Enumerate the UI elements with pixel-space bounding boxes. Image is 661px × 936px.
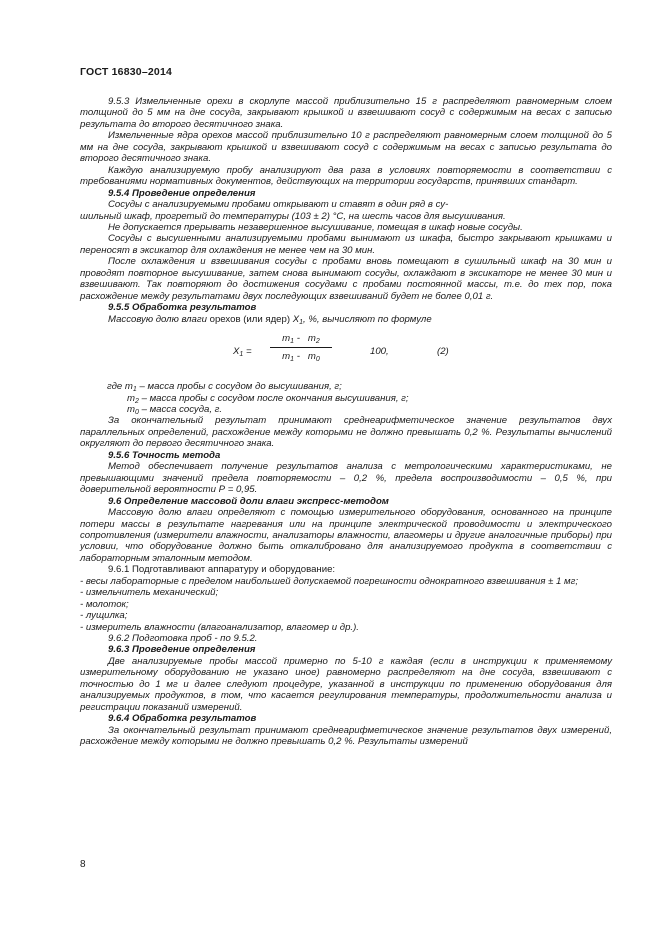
paragraph-9-5-3: 9.5.3 Измельченные орехи в скорлупе массой приблизительно 15 г распределяют равномерным слоем толщиной до 5 мм на дне сосуда, закрывают крышкой и взвешивают сосуд с содержимым на весах с записью результата до второго десятичного знака. [80, 96, 612, 130]
paragraph-express-method: Массовую долю влаги определяют с помощью измерительного оборудования, основанного на принципе потери массы в результате нагревания или на принципе электрической проводимости и электрического сопротивления (измерители влажности, анализаторы влажности, влагомеры и другие аналогичные приборы) при условии, что оборудование должно быть откалибровано для анализируемого продукта в соответствии с лабораторным эталонным методом. [80, 507, 612, 564]
list-item-scales: - весы лабораторные с пределом наибольшей допускаемой погрешности однократного взвешивания ± 1 мг; [80, 575, 579, 587]
list-item-grinder: - измельчитель механический; [80, 587, 219, 599]
variable-m0: $m_0$ – масса сосуда, г. [127, 403, 223, 416]
heading-9-5-6: 9.5.6 Точность метода [108, 449, 221, 461]
formula-numerator: $m_1 - m_2$ [282, 333, 320, 346]
list-item-hammer: - молоток; [80, 598, 129, 610]
list-item-moisture-meter: - измеритель влажности (влагоанализатор, влагомер и др.). [80, 621, 359, 633]
heading-9-5-5: 9.5.5 Обработка результатов [108, 302, 257, 314]
paragraph-oven-placement: Сосуды с анализируемыми пробами открывают и ставят в один ряд в су- [108, 199, 449, 211]
paragraph-method-accuracy: Метод обеспечивает получение результатов анализа с метрологическими характеристиками, не превышающими значений предела повторяемости – 0,2 %, предела воспроизводимости – 0,5 %, при доверительной вероятности Р = 0,95. [80, 461, 612, 496]
page-body [80, 96, 612, 748]
paragraph-9-6-2: 9.6.2 Подготовка проб - по 9.5.2. [108, 633, 258, 645]
page-number: 8 [80, 859, 86, 870]
heading-9-5-4: 9.5.4 Проведение определения [108, 187, 256, 199]
variable-m1: где $m_1$ – масса пробы с сосудом до высушивания, г; [107, 381, 342, 394]
document-header: ГОСТ 16830–2014 [80, 66, 173, 78]
paragraph-oven-placement-cont: шильный шкаф, прогретый до температуры (103 ± 2) °С, на шесть часов для высушивания. [80, 210, 506, 222]
paragraph-desiccator: Сосуды с высушенными анализируемыми пробами вынимают из шкафа, быстро закрывают крышками и переносят в эксикатор для охлаждения не менее чем на 30 мин. [80, 233, 612, 256]
paragraph-9-6-1: 9.6.1 Подготавливают аппаратуру и оборудование: [108, 564, 336, 576]
heading-9-6: 9.6 Определение массовой доли влаги экспресс-методом [108, 495, 389, 507]
paragraph-express-result: За окончательный результат принимают среднеарифметическое значение результатов двух измерений, расхождение между которыми не должно превышать 0,2 %. Результаты измерений [80, 724, 612, 748]
formula-denominator: $m_1 - m_0$ [282, 351, 320, 364]
paragraph-kernels-weighing: Измельченные ядра орехов массой приблизительно 10 г распределяют равномерным слоем толщиной до 5 мм на дне сосуда, закрывают крышкой и взвешивают сосуд с содержимым на весах с записью результата до второго десятичного знака. [80, 130, 612, 165]
paragraph-express-procedure: Две анализируемые пробы массой примерно по 5-10 г каждая (если в инструкции к применяемому измерительному оборудованию не указано иное) равномерно распределяют на дне сосуда, взвешивают с точностью до 1 мг и далее следуют процедуре, указанной в инструкции по применению оборудования для анализируемых продуктов, в том, что касается регулирования температуры, продолжительности анализа и регистрации показаний измерений. [80, 655, 612, 713]
formula-moisture [80, 331, 612, 377]
formula-multiplier: 100, [370, 346, 389, 358]
paragraph-repeatability: Каждую анализируемую пробу анализируют два раза в условиях повторяемости в соответствии с требованиями нормативных документов, действующих на территории государств, принявших стандарт. [80, 164, 612, 188]
heading-9-6-4: 9.6.4 Обработка результатов [108, 713, 257, 725]
formula-number: (2) [437, 346, 449, 358]
paragraph-constant-mass: После охлаждения и взвешивания сосуды с пробами вновь помещают в сушильный шкаф на 30 мин и проводят повторное высушивание, затем снова вынимают сосуды, охлаждают в эксикаторе не менее 30 мин и взвешивают. Так повторяют до достижения сосудами с пробами постоянной массы, т.е. до тех пор, пока расхождение между результатами двух последующих взвешиваний будет не более 0,01 г. [80, 256, 612, 302]
paragraph-final-result: За окончательный результат принимают среднеарифметическое значение результатов двух параллельных определений, расхождение между которыми не должно превышать 0,2 %. Результаты вычислений округляют до первого десятичного знака. [80, 415, 612, 450]
fraction-bar [270, 347, 332, 348]
paragraph-formula-intro: Массовую долю влаги орехов (или ядер) $Х_1$, %, вычисляют по формуле [108, 313, 432, 326]
formula-lhs: $Х_1$ = [233, 346, 252, 359]
heading-9-6-3: 9.6.3 Проведение определения [108, 644, 256, 656]
paragraph-no-interruption: Не допускается прерывать незавершенное высушивание, помещая в шкаф новые сосуды. [108, 221, 523, 233]
variable-m2: $m_2$ – масса пробы с сосудом после окончания высушивания, г; [127, 392, 409, 405]
list-item-huller: - лущилка; [80, 610, 128, 622]
